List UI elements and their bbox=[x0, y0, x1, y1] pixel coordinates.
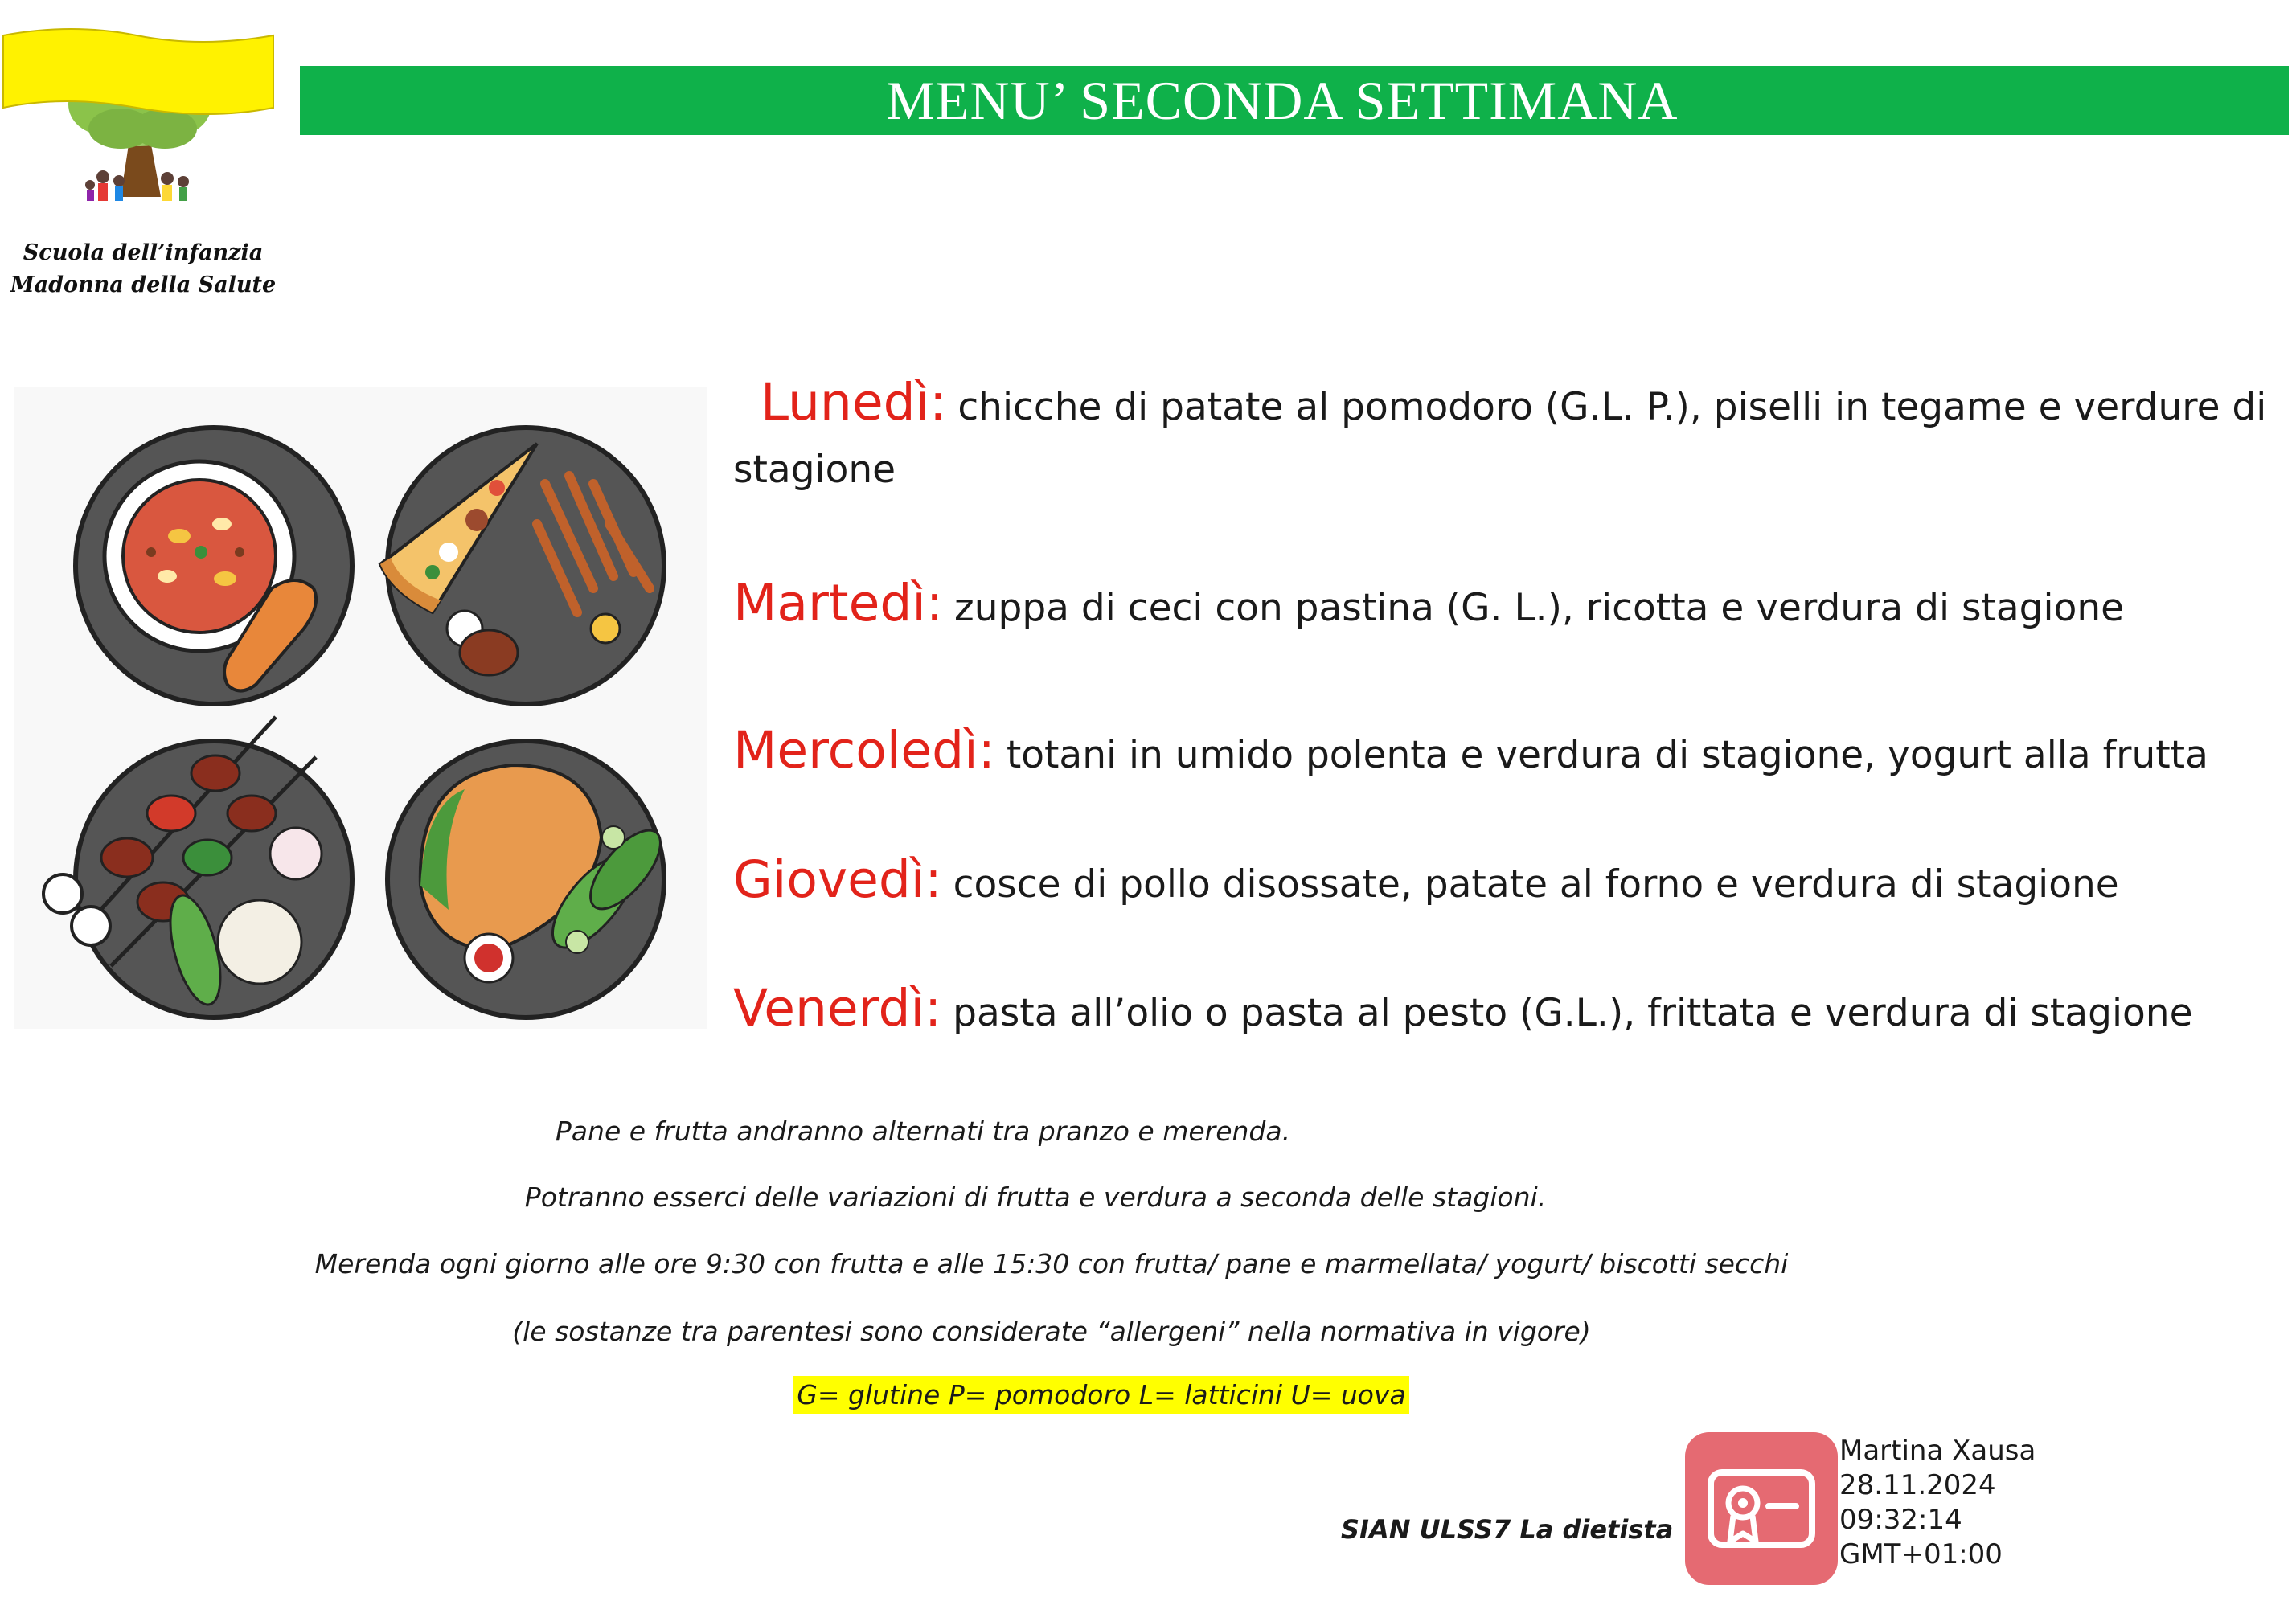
signature-info bbox=[1839, 1434, 2036, 1572]
signature-time: 09:32:14 bbox=[1839, 1504, 1962, 1536]
school-logo bbox=[0, 24, 289, 305]
signature-date: 28.11.2024 bbox=[1839, 1469, 1996, 1501]
logo-text bbox=[5, 237, 281, 301]
day-label: Venerdì: bbox=[733, 979, 942, 1038]
menu-item-tuesday bbox=[733, 572, 2285, 640]
note-snack: Merenda ogni giorno alle ore 9:30 con frutta e alle 15:30 con frutta/ pane e marmellata/ yogurt/ biscotti secchi bbox=[314, 1248, 1789, 1280]
day-label: Martedì: bbox=[733, 574, 944, 633]
menu-item-friday bbox=[733, 977, 2285, 1045]
note-allergens: (le sostanze tra parentesi sono considerate “allergeni” nella normativa in vigore) bbox=[512, 1316, 1591, 1347]
signature-label: SIAN ULSS7 La dietista bbox=[1341, 1514, 1674, 1545]
note-variations: Potranno esserci delle variazioni di frutta e verdura a seconda delle stagioni. bbox=[524, 1181, 1547, 1213]
food-illustration bbox=[14, 387, 707, 1029]
skewer-plate-icon bbox=[43, 717, 352, 1018]
menu-text: zuppa di ceci con pastina (G. L.), ricotta e verdura di stagione bbox=[954, 586, 2125, 630]
allergen-legend: G= glutine P= pomodoro L= latticini U= uova bbox=[793, 1376, 1408, 1414]
logo-line-2: Madonna della Salute bbox=[10, 272, 277, 297]
soup-plate-icon bbox=[76, 428, 352, 704]
signature-timezone: GMT+01:00 bbox=[1839, 1538, 2003, 1570]
menu-item-monday bbox=[733, 371, 2285, 502]
logo-banner bbox=[0, 24, 277, 119]
day-label: Lunedì: bbox=[761, 373, 947, 432]
menu-text: cosce di pollo disossate, patate al forno e verdura di stagione bbox=[953, 862, 2119, 907]
menu-item-thursday bbox=[733, 849, 2285, 916]
pizza-plate-icon bbox=[380, 428, 664, 704]
certificate-icon bbox=[1685, 1432, 1838, 1585]
legend-wrap bbox=[0, 1376, 2203, 1414]
logo-line-1: Scuola dell’infanzia bbox=[23, 240, 264, 265]
day-label: Mercoledì: bbox=[733, 721, 995, 780]
signer-name: Martina Xausa bbox=[1839, 1435, 2036, 1467]
taco-plate-icon bbox=[387, 741, 672, 1018]
note-bread-fruit: Pane e frutta andranno alternati tra pranzo e merenda. bbox=[555, 1116, 1291, 1147]
menu-item-wednesday bbox=[733, 719, 2285, 787]
menu-text: totani in umido polenta e verdura di stagione, yogurt alla frutta bbox=[1006, 733, 2208, 777]
menu-text: chicche di patate al pomodoro (G.L. P.), piselli in tegame e verdure di stagione bbox=[733, 385, 2267, 492]
page-title: MENU’ SECONDA SETTIMANA bbox=[886, 69, 1679, 131]
title-bar bbox=[300, 66, 2289, 135]
menu-text: pasta all’olio o pasta al pesto (G.L.), frittata e verdura di stagione bbox=[953, 991, 2193, 1035]
day-label: Giovedì: bbox=[733, 850, 942, 909]
